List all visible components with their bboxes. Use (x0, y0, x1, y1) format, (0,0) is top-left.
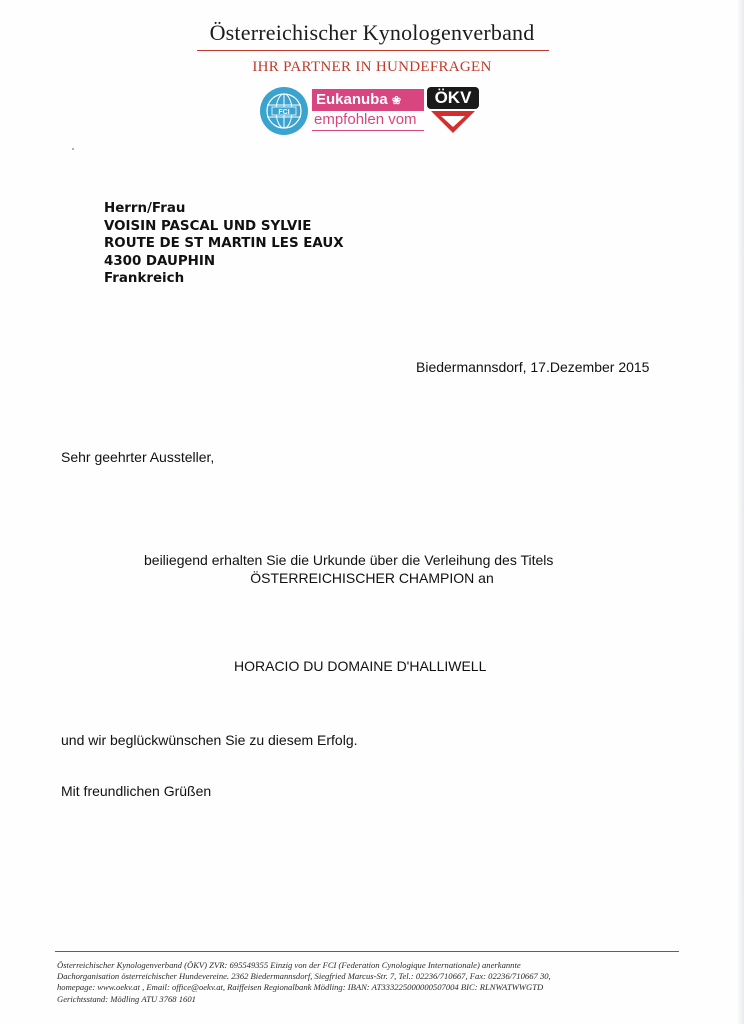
footer-line4: Gerichtsstand: Mödling ATU 3768 1601 (57, 993, 196, 1004)
address-street: ROUTE DE ST MARTIN LES EAUX (104, 236, 344, 252)
letter-date: Biedermannsdorf, 17.Dezember 2015 (416, 359, 650, 375)
eukanuba-logo (312, 89, 424, 111)
address-name: VOISIN PASCAL UND SYLVIE (104, 218, 312, 234)
address-salutation: Herrn/Frau (104, 201, 186, 216)
fci-logo-icon (259, 86, 309, 136)
eukanuba-recommended-text: empfohlen vom (314, 111, 417, 128)
letterhead-rule (197, 50, 549, 51)
footer-line1: Österreichischer Kynologenverband (ÖKV) ZVR: 695549355 Einzig von der FCI (Federation Cynologique Internationale) anerkannte (57, 960, 521, 970)
footer-line2: Dachorganisation österreichischer Hundevereine. 2362 Biedermannsdorf, Siegfried Marcus-Str. 7, Tel.: 02236/710667, Fax: 02236/710667 30, (57, 971, 551, 982)
letter-body-line1: beiliegend erhalten Sie die Urkunde über die Verleihung des Titels (144, 552, 554, 568)
page-edge (738, 0, 744, 1024)
scan-speck (72, 148, 74, 150)
recipient-address (104, 200, 344, 288)
footer-line3: homepage: www.oekv.at , Email: office@oekv.at, Raiffeisen Regionalbank Mödling: IBAN: AT333225000000507004 BIC: RLNWATWWGTD (57, 982, 544, 993)
letter-footer (57, 960, 677, 1005)
address-country: Frankreich (104, 271, 185, 287)
footer-rule (55, 951, 679, 952)
letterhead-title: Österreichischer Kynologenverband (209, 20, 535, 45)
letter-greeting: Sehr geehrter Aussteller, (61, 449, 215, 465)
dog-name: HORACIO DU DOMAINE D'HALLIWELL (234, 658, 487, 674)
letter-body-line2: ÖSTERREICHISCHER CHAMPION an (250, 570, 494, 586)
letterhead-subtitle: IHR PARTNER IN HUNDEFRAGEN (252, 59, 492, 75)
eukanuba-logo-text: Eukanuba (316, 91, 388, 108)
address-city: 4300 DAUPHIN (104, 253, 216, 269)
eukanuba-underline (312, 130, 424, 131)
paw-icon: ❀ (391, 95, 402, 107)
letter-congratulation: und wir beglückwünschen Sie zu diesem Erfolg. (61, 732, 358, 748)
okv-logo-text: ÖKV (434, 88, 472, 107)
fci-logo-text: FCI (278, 109, 290, 116)
letter-closing: Mit freundlichen Grüßen (61, 783, 212, 799)
